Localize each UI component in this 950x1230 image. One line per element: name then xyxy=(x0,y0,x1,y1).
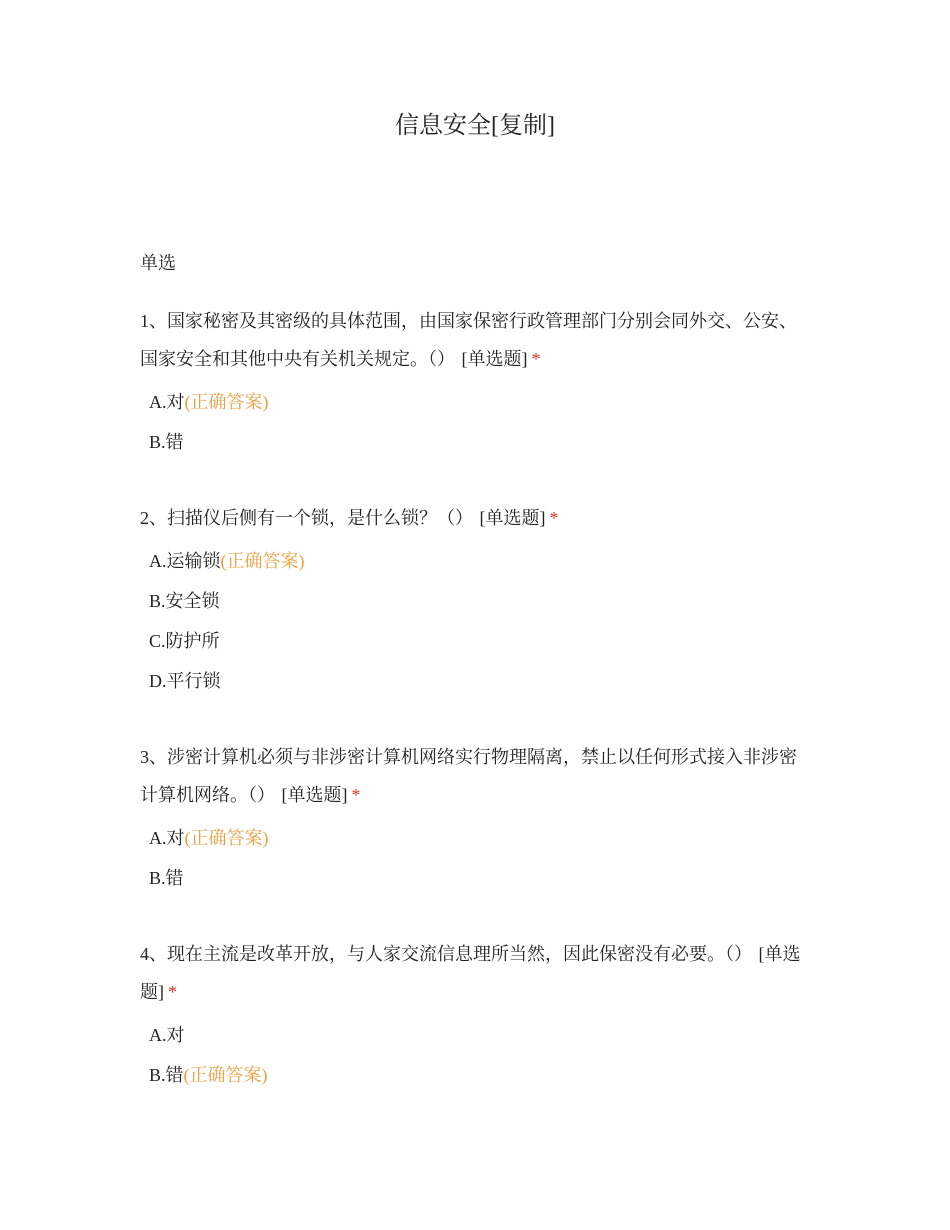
question-stem: 4、现在主流是改革开放，与人家交流信息理所当然，因此保密没有必要。（） xyxy=(140,944,752,964)
option-label: A.运输锁 xyxy=(149,551,221,571)
required-star: * xyxy=(351,785,361,805)
question-text xyxy=(140,738,812,814)
option-label: B.错 xyxy=(149,432,184,452)
option-b[interactable] xyxy=(140,1055,812,1095)
option-b[interactable] xyxy=(140,581,812,621)
option-label: A.对 xyxy=(149,828,185,848)
option-a[interactable] xyxy=(140,382,812,422)
option-label: A.对 xyxy=(149,1025,185,1045)
correct-answer-label: (正确答案) xyxy=(184,392,269,412)
option-label: C.防护所 xyxy=(149,631,220,651)
option-label: B.安全锁 xyxy=(149,591,220,611)
option-b[interactable] xyxy=(140,858,812,898)
required-star: * xyxy=(168,982,177,1002)
option-label: A.对 xyxy=(149,392,185,412)
option-label: D.平行锁 xyxy=(149,671,221,691)
section-label: 单选 xyxy=(140,253,176,273)
question-3 xyxy=(140,738,812,898)
option-a[interactable] xyxy=(140,541,812,581)
question-type-label: [单选题] xyxy=(140,944,801,1002)
question-type-label: [单选题] xyxy=(281,785,348,805)
document-body xyxy=(140,247,812,1132)
required-star: * xyxy=(549,508,559,528)
option-label: B.错 xyxy=(149,1065,184,1085)
question-text xyxy=(140,302,812,378)
question-4 xyxy=(140,935,812,1095)
question-type-label: [单选题] xyxy=(461,349,528,369)
option-label: B.错 xyxy=(149,868,184,888)
option-b[interactable] xyxy=(140,422,812,462)
question-text xyxy=(140,935,812,1011)
option-a[interactable] xyxy=(140,1015,812,1055)
question-text xyxy=(140,499,812,537)
option-a[interactable] xyxy=(140,818,812,858)
question-1 xyxy=(140,302,812,462)
correct-answer-label: (正确答案) xyxy=(183,1065,268,1085)
question-type-label: [单选题] xyxy=(479,508,546,528)
required-star: * xyxy=(531,349,541,369)
question-stem: 3、涉密计算机必须与非涉密计算机网络实行物理隔离，禁止以任何形式接入非涉密计算机网络。（） xyxy=(140,747,797,805)
correct-answer-label: (正确答案) xyxy=(184,828,269,848)
correct-answer-label: (正确答案) xyxy=(220,551,305,571)
question-stem: 2、扫描仪后侧有一个锁，是什么锁？（） xyxy=(140,508,473,528)
option-c[interactable] xyxy=(140,621,812,661)
question-stem: 1、国家秘密及其密级的具体范围，由国家保密行政管理部门分别会同外交、公安、国家安全和其他中央有关机关规定。（） xyxy=(140,311,797,369)
question-2 xyxy=(140,499,812,701)
option-d[interactable] xyxy=(140,661,812,701)
page-title: 信息安全[复制] xyxy=(395,113,555,139)
